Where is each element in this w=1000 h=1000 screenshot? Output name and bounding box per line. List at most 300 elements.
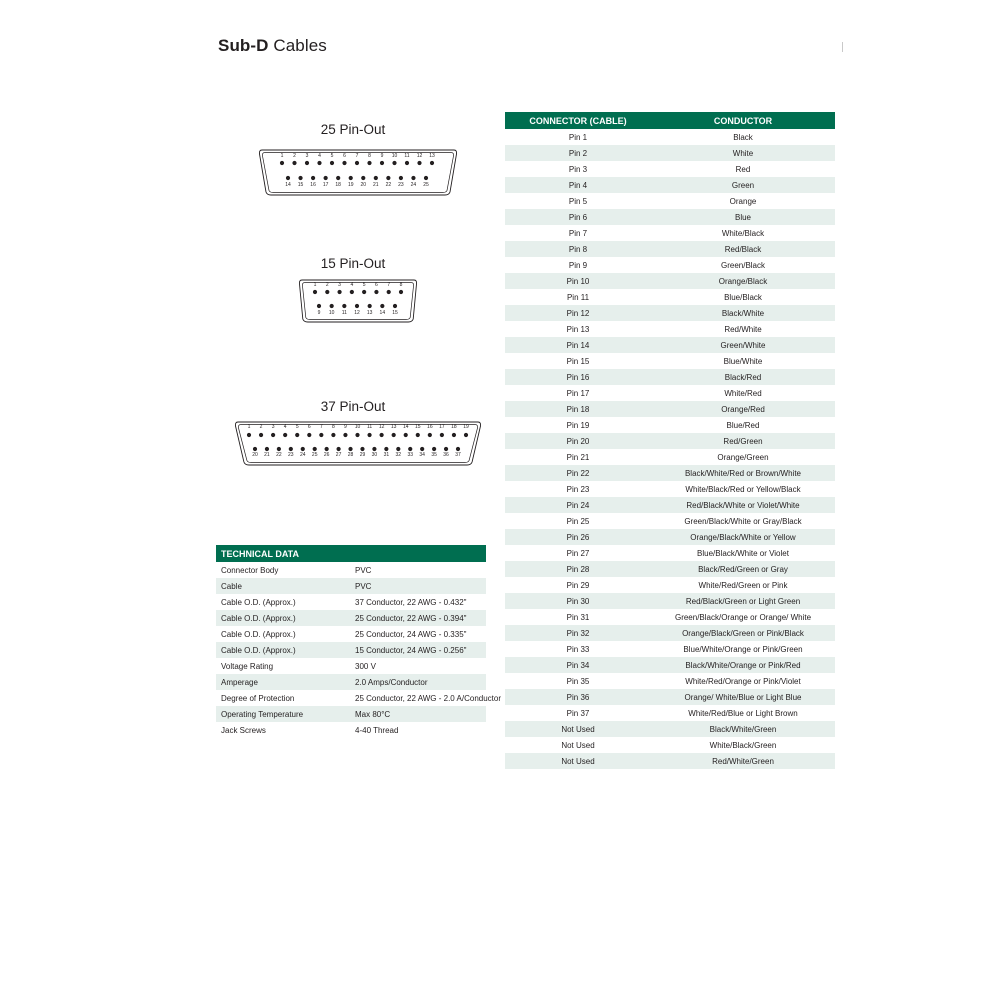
pin-dot [247,433,251,437]
conductor-color: Red/White/Green [651,753,835,769]
pin-dot [360,447,364,451]
pin-dot [399,176,403,180]
conductor-color: White/Black/Green [709,740,777,750]
pin-number: 5 [362,282,366,288]
pin-dot [374,176,378,180]
pin-number: 25 [311,452,318,458]
technical-data-key: Cable [216,578,351,594]
pin-dot [428,433,432,437]
pin-table-row [505,641,835,657]
pin-number: 11 [366,424,373,430]
page-edge-mark [842,42,843,52]
pin-dot [298,176,302,180]
pin-table-row [505,273,835,289]
pin-table-row [505,385,835,401]
conductor-color: Red [735,164,751,174]
pin-table-row [505,289,835,305]
pin-number: 11 [341,310,347,316]
pin-number: 4 [283,424,287,430]
pin-number: 10 [328,310,335,316]
conductor-color: Black [733,132,753,142]
pin-label: Pin 32 [505,625,651,641]
pin-number: 3 [271,424,275,430]
pin-table-row [505,129,835,145]
pin-dot [280,161,284,165]
pin-number: 8 [368,153,371,159]
pin-label: Pin 33 [566,644,590,654]
pin-number: 16 [310,182,316,188]
pin-number: 6 [375,282,378,288]
pin-dot [392,433,396,437]
technical-data-value: PVC [351,578,486,594]
pin-table-row [505,657,835,673]
conductor-color: Black/Red [651,369,835,385]
pin-table-row [505,305,835,321]
pin-label: Pin 2 [505,145,651,161]
pin-number: 17 [322,182,329,188]
pin-label: Not Used [561,740,595,750]
pin-number: 34 [419,452,425,458]
technical-data-value: PVC [355,565,372,575]
pin-number: 2 [293,153,296,159]
pin-label: Not Used [505,721,651,737]
conductor-color: Blue/White [723,356,763,366]
pin-number: 16 [427,424,433,430]
technical-data-value: 25 Conductor, 24 AWG - 0.335" [355,629,467,639]
pin-label: Pin 26 [505,529,651,545]
conductor-color: White/Red/Orange or Pink/Violet [685,676,801,686]
pin-number: 32 [395,452,402,458]
pin-number: 18 [451,424,457,430]
conductor-color: Red/Green [651,433,835,449]
pin-table-row [505,257,835,273]
connector-25-title: 25 Pin-Out [320,122,386,137]
pin-label: Pin 22 [505,465,651,481]
pin-number: 20 [252,452,258,458]
pin-number: 6 [343,153,346,159]
pin-number: 15 [414,424,421,430]
pin-number: 22 [276,452,282,458]
pin-dot [367,161,371,165]
pin-label: Pin 27 [566,548,590,558]
conductor-color: Red/White [724,324,762,334]
technical-data-row [216,706,486,722]
pin-table-row [505,737,835,753]
pin-number: 1 [313,282,317,288]
pin-number: 9 [317,310,321,316]
conductor-color: White/Red/Blue or Light Brown [688,708,798,718]
pin-number: 3 [305,153,309,159]
pin-dot [305,161,309,165]
pin-number: 29 [359,452,366,458]
technical-data-key: Cable O.D. (Approx.) [221,597,296,607]
pin-dot [404,433,408,437]
pin-label: Pin 37 [566,708,590,718]
pin-label: Pin 9 [568,260,588,270]
pin-number: 30 [371,452,378,458]
pin-dot [396,447,400,451]
pin-number: 1 [280,153,284,159]
pin-label: Pin 8 [505,241,651,257]
technical-data-key: Cable O.D. (Approx.) [216,610,351,626]
pin-table-row [505,161,835,177]
pin-table-row [505,225,835,241]
pin-dot [408,447,412,451]
technical-data-value: 300 V [355,661,376,671]
conductor-color: Orange/Red [651,401,835,417]
technical-data-value: 15 Conductor, 24 AWG - 0.256" [351,642,486,658]
pin-label: Pin 16 [505,369,651,385]
pin-number: 7 [355,153,359,159]
pin-table-row [505,721,835,737]
technical-data-value: 25 Conductor, 22 AWG - 0.394" [351,610,486,626]
pin-dot [424,176,428,180]
pin-number: 28 [347,452,354,458]
pin-dot [355,433,359,437]
pin-label: Pin 14 [505,337,651,353]
pin-dot [317,304,321,308]
conductor-color: Red/Black/White or Violet/White [651,497,835,513]
pin-dot [325,447,329,451]
pin-dot [387,290,391,294]
pin-table-row [505,241,835,257]
pin-table-row [505,369,835,385]
pin-number: 13 [429,153,435,159]
pin-dot [355,304,359,308]
pin-table-row [505,705,835,721]
pin-number: 23 [288,452,294,458]
conductor-color: White/Black/Red or Yellow/Black [685,484,801,494]
pin-number: 14 [285,182,291,188]
technical-data-header: TECHNICAL DATA [216,545,486,562]
pin-dot [336,176,340,180]
pin-table-row [505,545,835,561]
pin-label: Pin 28 [505,561,651,577]
pin-dot [393,304,397,308]
pin-table-row [505,193,835,209]
pin-number: 15 [297,182,304,188]
technical-data-key: Cable O.D. (Approx.) [221,629,296,639]
conductor-color: Orange/Black/Green or Pink/Black [651,625,835,641]
pin-number: 20 [360,182,367,188]
technical-data-row [216,722,486,738]
pin-number: 21 [264,452,270,458]
pin-number: 7 [387,282,391,288]
pin-label: Pin 36 [505,689,651,705]
pin-table-row [505,561,835,577]
conductor-color: White/Black [721,228,765,238]
conductor-color: Black/White/Red or Brown/White [651,465,835,481]
pin-dot [324,176,328,180]
technical-data-row [216,594,486,610]
pin-dot [456,447,460,451]
conductor-color: Blue/White/Orange or Pink/Green [683,644,803,654]
pin-dot [325,290,329,294]
pin-dot [311,176,315,180]
pin-dot [319,433,323,437]
pin-table-row [505,673,835,689]
technical-data-row [216,562,486,578]
pin-number: 31 [383,452,390,458]
pin-number: 14 [402,424,409,430]
technical-data-table [216,545,502,738]
pin-number: 35 [431,452,437,458]
pin-dot [368,304,372,308]
pin-table-row [505,209,835,225]
pin-number: 24 [410,182,417,188]
pin-number: 12 [416,153,423,159]
pin-dot [336,447,340,451]
pin-label: Pin 5 [568,196,588,206]
pin-dot [348,447,352,451]
pin-table-row [505,321,835,337]
pin-number: 12 [354,310,360,316]
conductor-color: White/Red/Green or Pink [698,580,788,590]
pin-dot [417,161,421,165]
pin-dot [420,447,424,451]
conductor-color: Orange/Green [717,452,769,462]
conductor-color: Green/Black/Orange or Orange/ White [674,612,812,622]
conductor-color: Green/Black [720,260,766,270]
pin-label: Pin 24 [505,497,651,513]
pin-number: 25 [423,182,429,188]
pin-dot [313,447,317,451]
pin-number: 14 [379,310,386,316]
connector-shell-inner [238,425,477,463]
pin-dot [342,304,346,308]
pin-number: 21 [373,182,379,188]
pin-dot [313,290,317,294]
pin-dot [452,433,456,437]
pin-dot [330,304,334,308]
pin-label: Pin 3 [568,164,588,174]
pin-number: 10 [391,153,398,159]
connector-15-title: 15 Pin-Out [320,256,386,271]
pin-dot [372,447,376,451]
technical-data-key: Amperage [216,674,351,690]
pin-number: 19 [347,182,354,188]
pin-number: 13 [390,424,397,430]
pin-conductor-table [505,112,835,769]
pin-label: Pin 1 [568,132,588,142]
pin-label: Pin 12 [505,305,651,321]
technical-data-row [216,610,486,626]
pin-label: Pin 17 [566,388,590,398]
pin-number: 26 [323,452,330,458]
conductor-color: Black/White [651,305,835,321]
pin-table-row [505,497,835,513]
pin-table-row [505,417,835,433]
pin-dot [361,176,365,180]
conductor-color: Red/Black [651,241,835,257]
pin-dot [399,290,403,294]
pin-dot [392,161,396,165]
pin-dot [464,433,468,437]
technical-data-value: 25 Conductor, 22 AWG - 2.0 A/Conductor [355,693,502,703]
pin-label: Pin 34 [505,657,651,673]
pin-number: 27 [335,452,342,458]
pin-dot [292,161,296,165]
pin-table-row [505,593,835,609]
pin-dot [253,447,257,451]
pin-number: 18 [335,182,341,188]
pin-dot [416,433,420,437]
pin-dot [405,161,409,165]
pin-table-row [505,481,835,497]
pin-table-header-connector: CONNECTOR (CABLE) [505,112,651,129]
technical-data-row [216,690,486,706]
page-title [218,36,327,56]
pin-dot [295,433,299,437]
pin-dot [362,290,366,294]
pin-label: Pin 11 [566,292,590,302]
conductor-color: Green/White [651,337,835,353]
pin-table-row [505,449,835,465]
pin-table-row [505,529,835,545]
technical-data-row [216,674,486,690]
pin-number: 15 [392,310,398,316]
pin-table-row [505,433,835,449]
pin-dot [331,433,335,437]
conductor-color: Blue/Black/White or Violet [697,548,789,558]
pin-dot [259,433,263,437]
conductor-color: Black/White/Orange or Pink/Red [651,657,835,673]
pin-dot [432,447,436,451]
conductor-color: Blue/Red [726,420,760,430]
pin-number: 3 [338,282,341,288]
conductor-color: White/Red [724,388,762,398]
pin-dot [342,161,346,165]
technical-data-row [216,642,486,658]
technical-data-key: Connector Body [221,565,279,575]
pin-label: Not Used [505,753,651,769]
page-title-rest: Cables [268,36,327,55]
pin-label: Pin 7 [568,228,588,238]
pin-table-row [505,145,835,161]
technical-data-key: Cable O.D. (Approx.) [216,642,351,658]
pin-number: 8 [399,282,403,288]
pin-table-row [505,177,835,193]
conductor-color: Black/Red/Green or Gray [651,561,835,577]
technical-data-row [216,658,486,674]
technical-data-value: 4-40 Thread [355,725,399,735]
conductor-color: Orange/Black/White or Yellow [651,529,835,545]
pin-dot [286,176,290,180]
pin-number: 2 [325,282,329,288]
pin-dot [289,447,293,451]
pin-table-row [505,513,835,529]
pin-label: Pin 31 [566,612,590,622]
connector-15-diagram [298,278,418,323]
conductor-color: Green/Black/White or Gray/Black [684,516,802,526]
conductor-color: Orange/ White/Blue or Light Blue [651,689,835,705]
pin-dot [307,433,311,437]
pin-dot [367,433,371,437]
pin-label: Pin 6 [505,209,651,225]
pin-number: 7 [319,424,323,430]
pin-table-row [505,465,835,481]
pin-number: 33 [407,452,414,458]
technical-data-row [216,626,486,642]
pin-label: Pin 29 [566,580,590,590]
conductor-color: Black/White/Green [651,721,835,737]
pin-number: 1 [247,424,251,430]
pin-dot [380,161,384,165]
pin-dot [350,290,354,294]
pin-number: 37 [455,452,461,458]
pin-label: Pin 25 [566,516,590,526]
conductor-color: Orange/Black [651,273,835,289]
pin-table-row [505,401,835,417]
technical-data-value: 37 Conductor, 22 AWG - 0.432" [355,597,467,607]
pin-dot [265,447,269,451]
pin-dot [330,161,334,165]
pin-number: 9 [344,424,347,430]
technical-data-value: 2.0 Amps/Conductor [351,674,486,690]
pin-table-row [505,577,835,593]
pin-dot [283,433,287,437]
technical-data-key: Operating Temperature [216,706,351,722]
pin-number: 24 [299,452,306,458]
pin-number: 10 [354,424,361,430]
connector-25-diagram [258,148,458,196]
conductor-color: Orange [729,196,757,206]
pin-number: 36 [443,452,449,458]
pin-table-row [505,337,835,353]
pin-number: 13 [366,310,373,316]
pin-dot [343,433,347,437]
pin-dot [271,433,275,437]
pin-label: Pin 23 [566,484,590,494]
pin-table-row [505,625,835,641]
pin-dot [444,447,448,451]
pin-table-row [505,689,835,705]
pin-number: 12 [378,424,385,430]
pin-table-header-conductor: CONDUCTOR [651,112,835,129]
pin-dot [380,433,384,437]
page-title-bold: Sub-D [218,36,269,55]
pin-label: Pin 19 [566,420,590,430]
pin-label: Pin 20 [505,433,651,449]
pin-number: 6 [307,424,311,430]
pin-number: 23 [398,182,404,188]
pin-number: 17 [439,424,445,430]
pin-table-row [505,753,835,769]
pin-number: 2 [259,424,263,430]
pin-number: 11 [404,153,410,159]
pin-number: 22 [385,182,392,188]
pin-label: Pin 35 [566,676,590,686]
pin-number: 5 [330,153,334,159]
technical-data-value: Max 80°C [351,706,486,722]
pin-dot [277,447,281,451]
pin-dot [411,176,415,180]
pin-number: 4 [350,282,354,288]
pin-table-row [505,609,835,625]
technical-data-key: Jack Screws [221,725,266,735]
conductor-color: Red/Black/Green or Light Green [651,593,835,609]
technical-data-key: Voltage Rating [221,661,274,671]
pin-dot [384,447,388,451]
pin-dot [440,433,444,437]
pin-dot [380,304,384,308]
pin-dot [337,290,341,294]
connector-37-title: 37 Pin-Out [320,399,386,414]
conductor-color: White [651,145,835,161]
pin-label: Pin 15 [566,356,590,366]
pin-number: 8 [331,424,335,430]
pin-label: Pin 10 [505,273,651,289]
